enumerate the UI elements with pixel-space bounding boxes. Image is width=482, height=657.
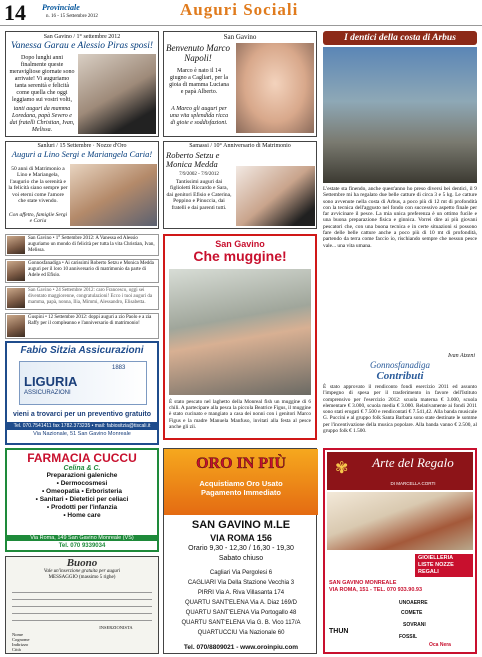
body: È stato approvato il rendiconto fondi esercizio 2011 ed assunto l'impegno di spesa per il trasferimento in favore dell'Istituto comprensivo per l'esercizio 2012: scuola materna € 3.000, scuola elementare € 3.000, scuola media € 3.000. Relativamente ai fondi 2011 sono stati erogati € 7.500 e rendicontati € 7.541,42. Alla banda musicale G. Puccini e al gruppo folk Santa Barbara sono state destinate le somme per l'incentivazione della musica popolare. Alla banda vanno € 2.500, al gruppo folk € 1.500.: [323, 384, 477, 435]
ad-owner: Celina & C.: [63, 465, 101, 472]
ad-branches: [164, 568, 318, 638]
body: Tantissimi auguri dai figlioletti Riccardo e Sara, dai genitori Efisio e Caterina, Peppino e Pinuccia, dai fratelli e dai parenti tutti.: [166, 179, 232, 211]
ad-title: ORO IN PIÙ: [196, 455, 286, 472]
ad-title: Fabio Sitzia Assicurazioni: [20, 345, 144, 356]
kicker: Gonnosfanadiga: [369, 360, 430, 370]
ad-line: • Prodotti per l'infanzia: [46, 504, 118, 511]
ad-line: • Sanitari • Dietetici per celiaci: [35, 496, 129, 503]
page-number: 14: [4, 0, 26, 25]
coupon-fields: [12, 632, 30, 652]
branch: CAGLIARI Via Della Stazione Vecchia 3: [187, 580, 295, 586]
branch: QUARTU SANT'ELENA Via G. B. Vico 117/A: [181, 620, 301, 626]
headline: Roberto Setzu e Monica Medda: [166, 150, 220, 169]
ad-city: SAN GAVINO M.LE: [191, 519, 291, 531]
brand-name: LIGURIA: [24, 374, 78, 389]
field-label: Nome: [12, 632, 23, 637]
signature: A Marco gli auguri per una vita splendida ricca di gioie e soddisfazioni.: [169, 106, 229, 126]
headline: Auguri a Lino Sergi e Mariangela Caria!: [11, 149, 153, 159]
brief-item: [5, 286, 159, 310]
ad-line: • Omeopatia • Erboristeria: [41, 488, 123, 495]
couple-photo: [236, 166, 315, 226]
headline: I dentici della costa di Arbus: [323, 31, 477, 45]
brand: SOVRANI: [403, 622, 426, 628]
ad-slogan-1: Acquistiamo Oro Usato: [199, 479, 283, 488]
greeting-vanessa-alessio: [5, 31, 159, 137]
brief-photo: [7, 261, 25, 281]
fisherman-photo: [323, 47, 477, 183]
ad-slogan-2: Pagamento Immediato: [200, 488, 282, 497]
fish-article: [323, 31, 477, 359]
brief-item: [5, 259, 159, 283]
kicker: San Gavino: [215, 239, 265, 249]
sender-label: INSERZIONISTA: [99, 625, 133, 630]
dateline: Samassi / 10° Anniversario di Matrimonio: [189, 143, 291, 149]
ad-title: Arte del Regalo: [372, 455, 454, 470]
dateline: San Gavino / 1° settembre 2012: [43, 34, 121, 40]
ad-street: VIA ROMA 156: [210, 533, 272, 543]
branch: PIRRI Via A. Riva Villasanta 174: [197, 590, 285, 596]
headline: Contributi: [376, 370, 424, 382]
brand: THUN: [329, 628, 349, 635]
brand-sub: ASSICURAZIONI: [24, 390, 71, 396]
brief-text: Guspini • 12 Settembre 2012: doppi auguri a zio Paolo e a zia Raffy per il compleanno e l'anniversario di matrimonio!: [28, 315, 152, 326]
headline: Benvenuto Marco Napoli!: [166, 43, 230, 63]
couple-photo: [78, 54, 156, 134]
brief-text: San Gavino • 24 Settembre 2012: caro Francesco, oggi sei diventato maggiorenne, congratulazioni! Ecco i tuoi auguri da mamma, papà, nonna, Ilia, Mimmi, Alessandro, Elisabetta.: [28, 288, 153, 305]
brief-text: San Gavino • 1° Settembre 2012: A Vanessa ed Alessio auguriamo un mondo di felicità per tutta la vita Christian, Ivan, Melissa.: [28, 236, 155, 253]
greeting-setzu-medda: [163, 141, 317, 229]
body: 50 anni di Matrimonio a Lino e Mariangela, l'augurio che la serenità e la felicità siano sempre per voi eterni come l'amore che state vivendo.: [8, 166, 68, 205]
greeting-marco-napoli: [163, 31, 317, 137]
headline: Che muggine!: [193, 248, 287, 264]
issue-info: n. 16 - 15 Settembre 2012: [46, 14, 98, 19]
ad-items: [415, 554, 473, 577]
baby-photo: [236, 43, 314, 133]
coupon-title: Buono: [66, 557, 98, 569]
brief-photo: [7, 288, 25, 308]
coupon-sub: Vale un'inserzione gratuita per auguri: [43, 569, 121, 574]
body: Marco è nato il 14 giugno a Cagliari, per la gioia di mamma Luciana e papà Alberto.: [169, 68, 229, 95]
dateline: San Gavino: [223, 33, 257, 41]
branch: QUARTUCCIU Via Nazionale 60: [197, 630, 285, 636]
brand: UNOAERRE: [399, 600, 428, 606]
ad-street: VIA ROMA, 151 - TEL. 070 933.90.93: [329, 587, 423, 593]
body: È stato pescato nel laghetto della Monreal fish un muggine di 6 chili. A partecipare alla pesca la piccola Beatrice Figus, il muggine è stato cucinato e mangiato a casa dei nonni con i genitori Marco Figus e la madre Manuela Manfuso, invitati alla festa al pesce anche gli zii.: [169, 399, 311, 430]
ad-line: • Home care: [63, 512, 101, 519]
brand-year: 1883: [112, 365, 126, 371]
field-label: Città: [12, 647, 21, 652]
branch: QUARTU SANT'ELENA Via Portogallo 48: [185, 610, 297, 616]
signature: Con affetto, famiglie Sergi e Caria: [8, 212, 68, 225]
brief-photo: [7, 315, 25, 337]
branch: Cagliari Via Pergolesi 6: [209, 570, 273, 576]
field-label: Cognome: [12, 637, 30, 642]
message-lines[interactable]: [12, 586, 152, 624]
couple-photo: [70, 164, 157, 226]
ad-closed: Sabato chiuso: [218, 555, 264, 562]
header-rule: [0, 25, 482, 26]
dateline: Sanluri / 15 Settembre · Nozze d'Oro: [37, 143, 127, 149]
ad-phone: Tel. 070 9339034: [58, 543, 106, 549]
brief-item: [5, 313, 159, 339]
section-title: Auguri Sociali: [180, 0, 299, 19]
ad-line: • Dermocosmesi: [56, 480, 108, 487]
coupon-message-label: MESSAGGIO (massimo 5 righe): [48, 575, 116, 580]
ad-hours: Orario 9,30 - 12,30 / 16,30 - 19,30: [188, 545, 294, 552]
brand: Oca Nera: [429, 642, 451, 648]
ad-address: Via Nazionale, 51 San Gavino Monreale: [33, 431, 131, 437]
ad-logo-icon: ✾: [335, 460, 349, 477]
ad-farmacia-cuccu: [5, 448, 159, 552]
ad-contact: Tel. 070.7541411 fax 1782.373235 • mail: fabiositzia@tiscali.it: [7, 422, 157, 430]
ad-address: Via Roma, 149 San Gavino Monreale (VS): [7, 535, 157, 541]
brief-photo: [7, 236, 25, 254]
brief-text: Gonnosfanadiga • Ai carissimi Roberto Setzu e Monica Medda auguri per il loro 10 anniversario di matrimonio da parte di Adele ed Efisio.: [28, 261, 154, 278]
ad-arte-del-regalo: [323, 448, 477, 654]
ad-item: LISTE NOZZE: [418, 562, 454, 568]
headline: Vanessa Garau e Alessio Piras sposi!: [10, 41, 154, 51]
ad-contact: Tel. 070/8809021 - www.oroinpiu.com: [183, 644, 299, 651]
ad-title: FARMACIA CUCCU: [27, 451, 137, 465]
ad-item: REGALI: [418, 569, 439, 575]
dates: 7/9/2002 - 7/9/2012: [179, 172, 219, 177]
branch: QUARTU SANT'ELENA Via A. Diaz 169/D: [185, 600, 297, 606]
brand: COMETE: [401, 610, 423, 616]
liguria-logo: [19, 361, 147, 405]
signature: tanti auguri da mamma Loredana, papà Severo e dai fratelli Christian, Ivan, Melissa.: [9, 106, 75, 133]
ad-oro-in-piu: [163, 448, 317, 654]
ad-line: Preparazioni galeniche: [46, 472, 118, 479]
gonnos-article: [323, 360, 477, 440]
ad-banner: [164, 449, 318, 515]
muggine-article: [163, 234, 317, 440]
ad-brands: [329, 598, 473, 652]
greeting-sergi-caria: [5, 141, 159, 229]
girl-fish-photo: [169, 269, 311, 395]
brand: FOSSIL: [399, 634, 418, 640]
field-label: Indirizzo: [12, 642, 29, 647]
ad-item: GIOIELLERIA: [418, 555, 454, 561]
brief-item: [5, 234, 159, 256]
ad-address: SAN GAVINO MONREALE: [329, 580, 397, 586]
ad-by: DI MARCELLA CORTI: [390, 481, 436, 486]
body: L'estate sta finendo, anche quest'anno ho preso diversi bei dentici, il 9 Settembre mi ha regalato due belle catture di circa 3 e 5 kg. Le catture sono avvenute nella costa di Arbus, a poco più di 12 mt di profondità con la tecnica dell'aggusto nel fondo con successivo aspetto finale per far avvicinare il pesce. La mia unica preferenza è un ottimo fucile e una buona preparazione fisica e ginnica. Vorrei dire ai più giovani pescatori che, con una buona tecnica e in certe situazioni si possono fare delle belle catture anche a poco più di 10 mt di profondità, partendo da terra come faccio io, rischiando sempre che nessun pesce vale... una vita umana.: [323, 186, 477, 249]
body: Dopo lunghi anni finalmente queste meravigliose giornate sono arrivate! Vi auguriamo tanta serenità e felicità come quella che oggi leggiamo sui vostri volti,: [9, 55, 75, 103]
masthead: Provinciale: [42, 3, 80, 12]
signature: Ivan Atzeni: [447, 353, 475, 359]
ad-fabio-sitzia: [5, 341, 159, 445]
ad-banner: [327, 452, 473, 490]
ad-products-photo: [327, 492, 473, 550]
coupon: [5, 556, 159, 654]
ad-slogan: vieni a trovarci per un preventivo gratuito: [12, 411, 152, 418]
